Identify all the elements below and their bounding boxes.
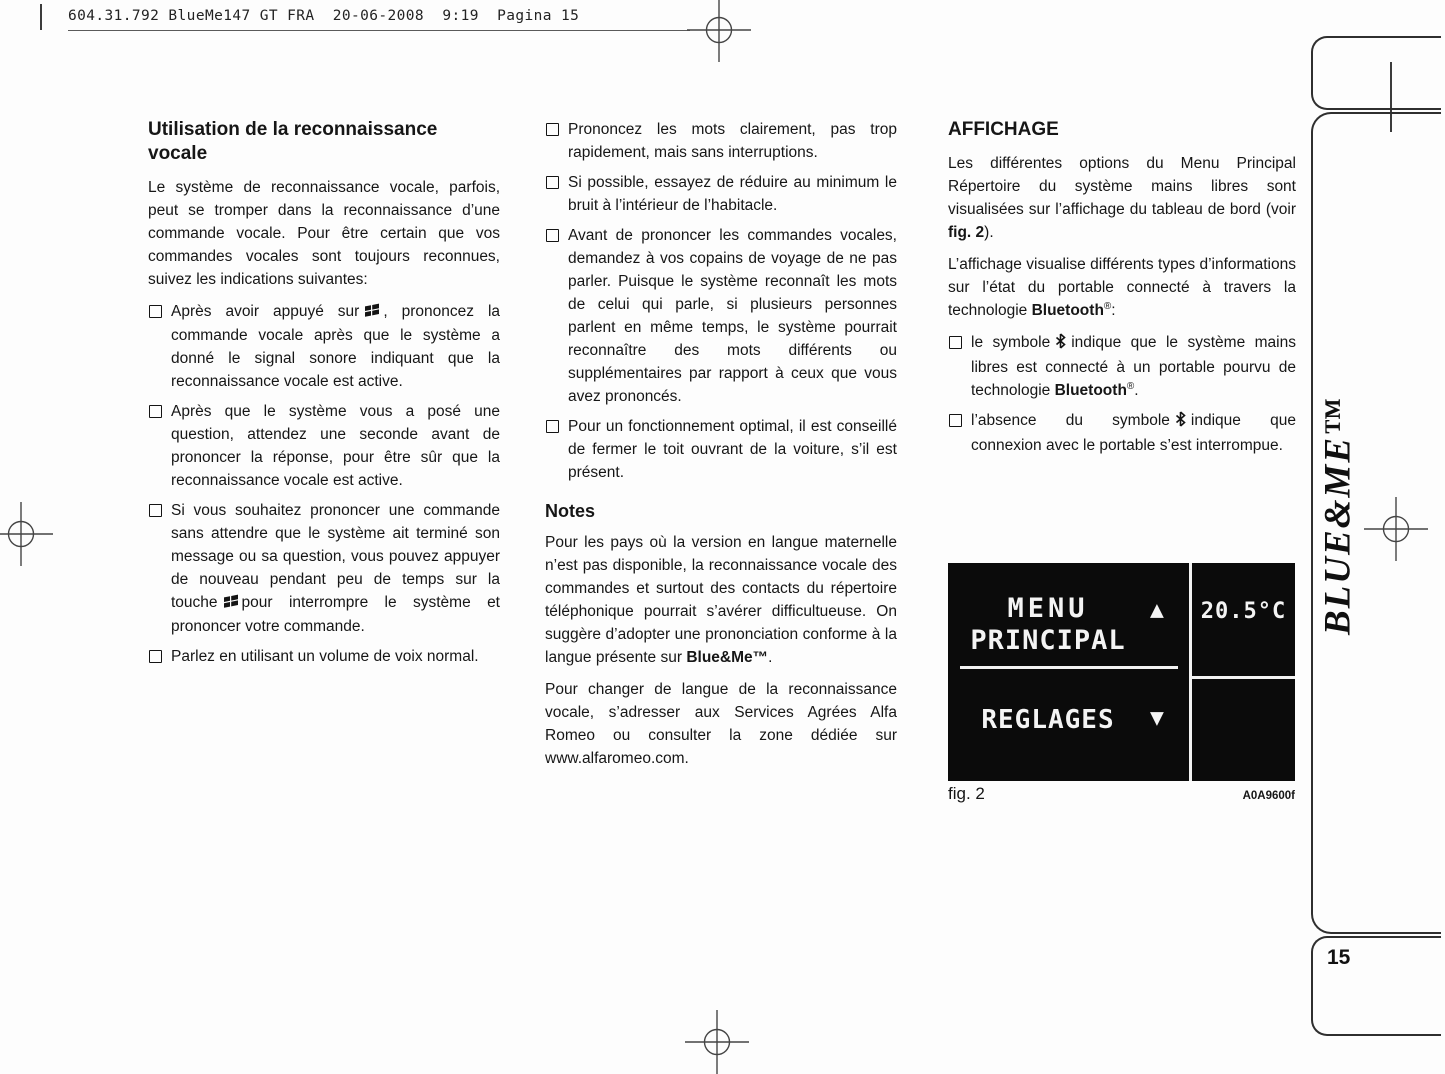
blue-and-me-logo: BLUE&ME™ bbox=[1317, 396, 1359, 636]
brand-name-bold: Blue&Me™ bbox=[686, 649, 769, 666]
display-menu-title-line2: PRINCIPAL bbox=[970, 625, 1126, 656]
figure-reference-bold: fig. 2 bbox=[948, 224, 985, 241]
tab-outline-top bbox=[1311, 36, 1441, 110]
dashboard-display-figure bbox=[948, 563, 1295, 781]
list-item-text: le symbole bbox=[971, 334, 1051, 351]
list-item-text: , prononcez la commande vocale après que le système a donné le signal sonore indiquant que la reconnaissance vocale est active. bbox=[171, 303, 501, 390]
column-speaking-tips bbox=[545, 118, 897, 779]
list-item-text: Si possible, essayez de réduire au minimum le bruit à l’intérieur de l’habitacle. bbox=[568, 174, 897, 214]
list-item bbox=[545, 118, 897, 164]
scroll-up-icon: ▲ bbox=[1150, 597, 1164, 623]
square-bullet-icon bbox=[546, 229, 559, 242]
paragraph: Pour changer de langue de la reconnaissance vocale, s’adresser aux Services Agrées Alfa Romeo ou consulter la zone dédiée sur www.alfaromeo.com. bbox=[545, 681, 897, 767]
list-item bbox=[545, 415, 897, 484]
list-item bbox=[545, 224, 897, 408]
list-item-text: Après que le système vous a posé une question, attendez une seconde avant de prononcer la réponse, pour être sûr que la reconnaissance vocale est active. bbox=[171, 403, 500, 489]
scroll-down-icon: ▼ bbox=[1150, 705, 1164, 731]
display-underline-right bbox=[1192, 676, 1295, 679]
registration-mark-left bbox=[0, 502, 53, 566]
list-item bbox=[148, 300, 500, 393]
list-item-text: l’absence du symbole bbox=[971, 412, 1170, 429]
square-bullet-icon bbox=[949, 336, 962, 349]
bluetooth-bold: Bluetooth bbox=[1054, 382, 1127, 399]
column-display bbox=[948, 118, 1296, 464]
registration-mark-bottom bbox=[685, 1010, 749, 1074]
square-bullet-icon bbox=[149, 305, 162, 318]
list-item: l’absence du symbole indique que connexion avec le portable s’est interrompue. bbox=[948, 409, 1296, 457]
section-heading: AFFICHAGE bbox=[948, 119, 1059, 140]
square-bullet-icon bbox=[149, 650, 162, 663]
figure-caption: fig. 2 bbox=[948, 784, 985, 803]
bluetooth-icon bbox=[1055, 333, 1066, 356]
display-underline-left bbox=[960, 666, 1178, 669]
voice-command-key-icon bbox=[364, 301, 380, 324]
list-item-text: Pour un fonctionnement optimal, il est conseillé de fermer le toit ouvrant de la voiture, s’il est présent. bbox=[568, 418, 897, 481]
display-menu-title-line1: MENU bbox=[1007, 593, 1089, 624]
display-vertical-divider bbox=[1189, 563, 1192, 781]
paragraph: L’affichage visualise différents types d’informations sur l’état du portable connecté à travers la technologie Bluetooth®: bbox=[948, 256, 1296, 319]
list-item bbox=[148, 400, 500, 492]
list-item bbox=[148, 645, 500, 668]
list-item-text: Parlez en utilisant un volume de voix normal. bbox=[171, 648, 479, 665]
section-heading: Utilisation de la reconnaissance vocale bbox=[148, 119, 438, 164]
list-item-text: pour interrompre le système et prononcer votre commande. bbox=[171, 594, 500, 635]
list-item-text: Si vous souhaitez prononcer une commande sans attendre que le système ait terminé son message ou sa question, vous pouvez appuyer de nouveau pendant peu de temps sur la touche bbox=[171, 502, 500, 611]
square-bullet-icon bbox=[546, 176, 559, 189]
square-bullet-icon bbox=[949, 414, 962, 427]
paragraph: Le système de reconnaissance vocale, parfois, peut se tromper dans la reconnaissance d’une commande vocale. Pour être certain que vos commandes vocales sont toujours reconnues, suivez les indications suivantes: bbox=[148, 179, 500, 288]
display-temperature: 20.5°C bbox=[1200, 599, 1287, 624]
paragraph: Les différentes options du Menu Principal Répertoire du système mains libres sont visualisées sur l’affichage du tableau de bord (voir fig. 2). bbox=[948, 155, 1296, 241]
list-item-text: Avant de prononcer les commandes vocales, demandez à vos copains de voyage de ne pas parler. Puisque le système reconnaît les mots de celui qui parle, si plusieurs personnes parlent en même temps, le système pourrait reconnaître des mots différents ou supplémentaires par rapport à ceux que vous avez prononcés. bbox=[568, 227, 897, 405]
list-item bbox=[545, 171, 897, 217]
bluetooth-bold: Bluetooth bbox=[1031, 302, 1104, 319]
display-menu-item: REGLAGES bbox=[981, 705, 1115, 735]
figure-caption-row bbox=[948, 784, 1295, 804]
column-voice-recognition bbox=[148, 118, 500, 675]
square-bullet-icon bbox=[149, 504, 162, 517]
list-item-text: Après avoir appuyé sur bbox=[171, 303, 360, 320]
square-bullet-icon bbox=[546, 123, 559, 136]
registration-mark-top bbox=[687, 0, 751, 62]
page-number: 15 bbox=[1327, 946, 1351, 969]
bluetooth-icon bbox=[1175, 411, 1186, 434]
voice-command-key-icon bbox=[223, 592, 239, 615]
list-item: le symbole indique que le système mains libres est connecté à un portable pourvu de technologie Bluetooth®. bbox=[948, 331, 1296, 402]
crop-tick bbox=[40, 4, 42, 30]
print-header: 604.31.792 BlueMe147 GT FRA 20-06-2008 9:19 Pagina 15 bbox=[68, 8, 690, 31]
figure-code: A0A9600f bbox=[1242, 790, 1295, 802]
square-bullet-icon bbox=[149, 405, 162, 418]
square-bullet-icon bbox=[546, 420, 559, 433]
paragraph: Pour les pays où la version en langue maternelle n’est pas disponible, la reconnaissance vocale des commandes et surtout des contacts du répertoire téléphonique pourrait s’avérer difficultueuse. On suggère d’adopter une prononciation conforme à la langue présente sur Blue&Me™. bbox=[545, 534, 897, 666]
notes-heading: Notes bbox=[545, 501, 596, 521]
list-item bbox=[148, 499, 500, 638]
list-item-text: Prononcez les mots clairement, pas trop rapidement, mais sans interruptions. bbox=[568, 121, 897, 161]
